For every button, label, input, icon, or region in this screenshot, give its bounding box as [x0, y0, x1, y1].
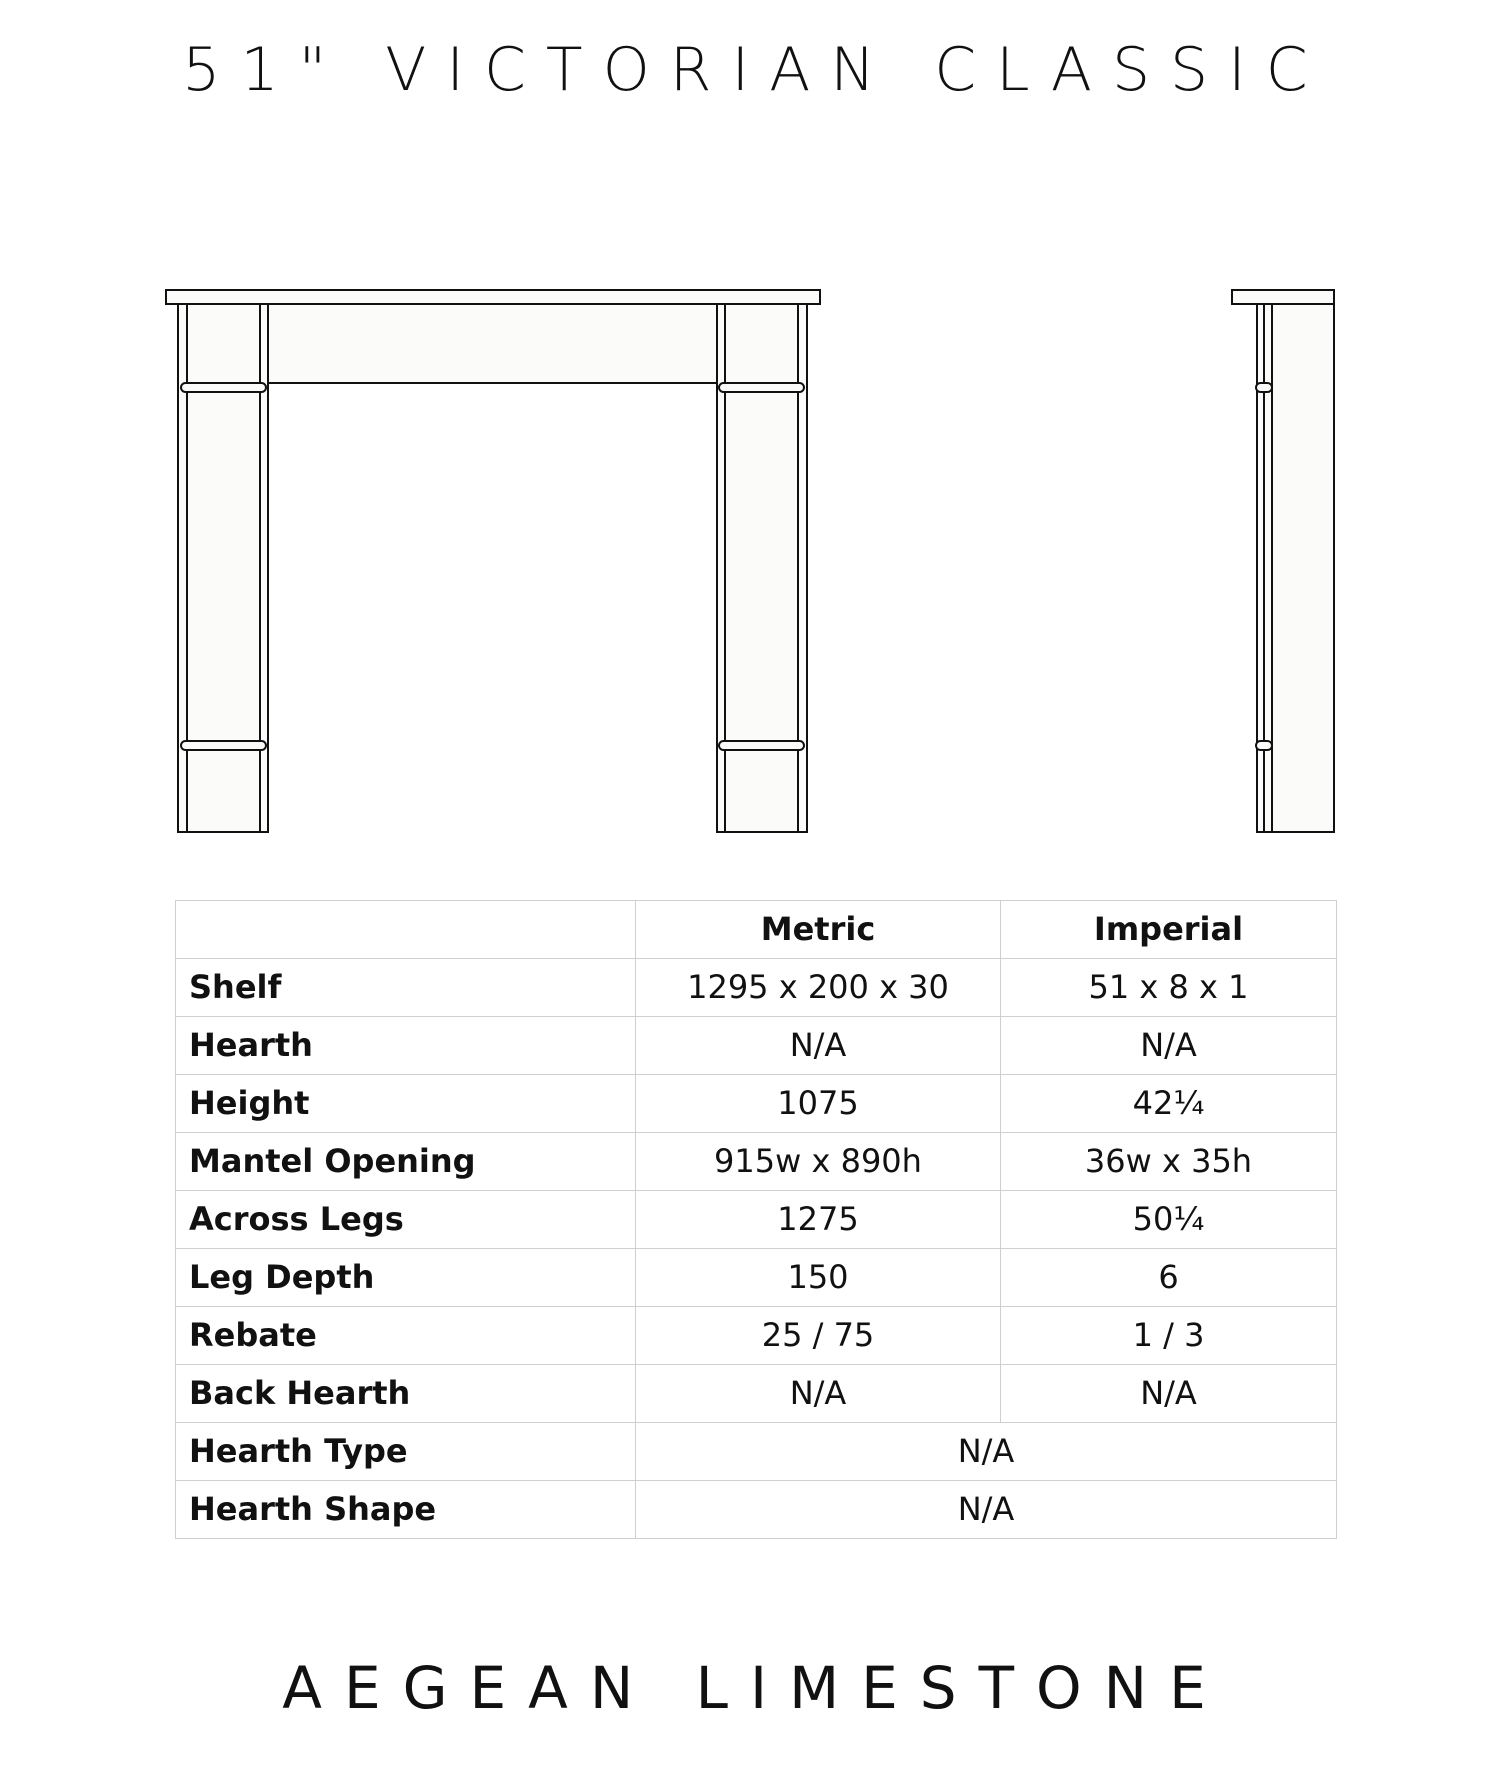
side-lower-collar: [1256, 741, 1272, 750]
imperial-value: 36w x 35h: [1001, 1133, 1337, 1191]
right-leg-lower-collar: [719, 741, 804, 750]
imperial-value: 6: [1001, 1249, 1337, 1307]
front-elevation: [166, 290, 820, 832]
table-row: [176, 1075, 1337, 1133]
row-label: Shelf: [176, 959, 636, 1017]
row-label: Hearth Type: [176, 1423, 636, 1481]
merged-value: N/A: [636, 1423, 1337, 1481]
merged-value: N/A: [636, 1481, 1337, 1539]
side-elevation: [1232, 290, 1334, 832]
metric-value: 1275: [636, 1191, 1001, 1249]
row-label: Across Legs: [176, 1191, 636, 1249]
specification-table: [175, 900, 1337, 1539]
row-label: Hearth Shape: [176, 1481, 636, 1539]
row-label: Rebate: [176, 1307, 636, 1365]
right-leg-upper-collar: [719, 383, 804, 392]
imperial-value: 51 x 8 x 1: [1001, 959, 1337, 1017]
table-row: [176, 1191, 1337, 1249]
metric-value: N/A: [636, 1365, 1001, 1423]
row-label: Height: [176, 1075, 636, 1133]
table-row: [176, 959, 1337, 1017]
side-upper-collar: [1256, 383, 1272, 392]
table-row: [176, 1249, 1337, 1307]
metric-value: 915w x 890h: [636, 1133, 1001, 1191]
row-label: Leg Depth: [176, 1249, 636, 1307]
table-header-row: [176, 901, 1337, 959]
metric-value: 25 / 75: [636, 1307, 1001, 1365]
side-body: [1272, 304, 1334, 832]
imperial-value: N/A: [1001, 1365, 1337, 1423]
side-shelf: [1232, 290, 1334, 304]
imperial-value: 1 / 3: [1001, 1307, 1337, 1365]
metric-value: 150: [636, 1249, 1001, 1307]
table-row-merged: [176, 1481, 1337, 1539]
header-metric: Metric: [636, 901, 1001, 959]
metric-value: 1295 x 200 x 30: [636, 959, 1001, 1017]
left-leg-upper-collar: [181, 383, 266, 392]
metric-value: N/A: [636, 1017, 1001, 1075]
header-imperial: Imperial: [1001, 901, 1337, 959]
imperial-value: 50¼: [1001, 1191, 1337, 1249]
row-label: Mantel Opening: [176, 1133, 636, 1191]
table-row: [176, 1307, 1337, 1365]
table-row: [176, 1133, 1337, 1191]
left-leg-lower-collar: [181, 741, 266, 750]
mantel-shelf: [166, 290, 820, 304]
table-row: [176, 1365, 1337, 1423]
row-label: Hearth: [176, 1017, 636, 1075]
imperial-value: N/A: [1001, 1017, 1337, 1075]
mantel-frieze: [260, 304, 725, 383]
metric-value: 1075: [636, 1075, 1001, 1133]
table-row-merged: [176, 1423, 1337, 1481]
imperial-value: 42¼: [1001, 1075, 1337, 1133]
table-row: [176, 1017, 1337, 1075]
row-label: Back Hearth: [176, 1365, 636, 1423]
page-title: 51" VICTORIAN CLASSIC: [182, 35, 1328, 105]
brand-footer: AEGEAN LIMESTONE: [282, 1654, 1228, 1722]
header-blank: [176, 901, 636, 959]
